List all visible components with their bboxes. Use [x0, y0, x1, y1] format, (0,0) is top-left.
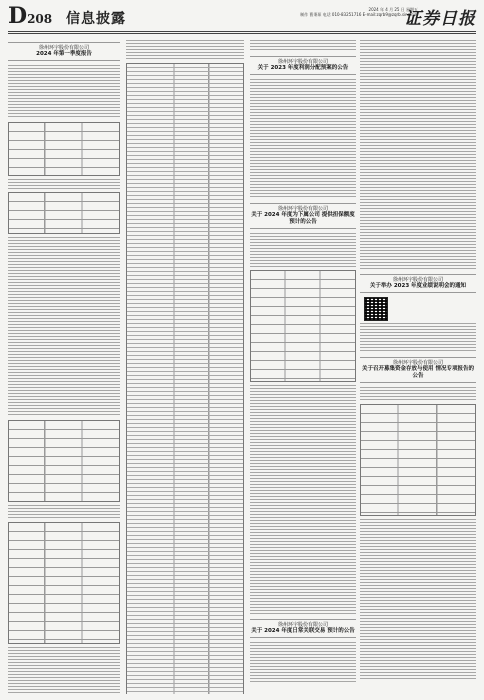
- announcement-heading: 徐州环宇股份有限公司 2024 年第一季度报告: [8, 42, 120, 61]
- announcement-heading: 徐州环宇股份有限公司 关于 2024 年度日常关联交易 预计的公告: [250, 619, 356, 638]
- announcement-heading: 徐州环宇股份有限公司 关于 2023 年度利润分配预案的公告: [250, 56, 356, 75]
- masthead-rule-thin: [8, 33, 476, 34]
- column-2: [126, 38, 244, 694]
- body-text: [360, 387, 476, 401]
- body-text: [126, 40, 244, 60]
- dateline: 2024 年 4 月 25 日 星期五 制作 曹秉琛 电话 010-83251716 E-mail:zqrb9@zqrb.sina.net: [300, 7, 418, 17]
- body-text: [360, 323, 476, 353]
- body-text: [360, 519, 476, 679]
- body-text: [250, 642, 356, 682]
- section-title: 信息披露: [66, 11, 126, 27]
- body-text: [250, 40, 356, 52]
- column-1: [8, 38, 120, 694]
- data-table: [360, 404, 476, 516]
- body-text: [8, 237, 120, 417]
- data-table: [8, 420, 120, 502]
- masthead: [8, 4, 476, 30]
- column-3: [250, 38, 356, 694]
- body-text: [8, 505, 120, 519]
- financial-statement-table: [126, 63, 244, 694]
- announcement-heading: 徐州环宇股份有限公司 关于举办 2023 年度业绩说明会的通知: [360, 274, 476, 293]
- column-4: [360, 38, 476, 694]
- data-table: [8, 522, 120, 644]
- body-text: [250, 385, 356, 615]
- body-text: [8, 647, 120, 694]
- masthead-rule: [8, 31, 476, 32]
- data-table: [250, 270, 356, 382]
- body-text: [8, 179, 120, 189]
- page-number: D208: [8, 3, 53, 29]
- body-text: [8, 65, 120, 119]
- newspaper-logo: 证券日报: [404, 9, 476, 29]
- body-text: [250, 233, 356, 267]
- body-text: [250, 79, 356, 199]
- data-table: [8, 192, 120, 234]
- announcement-heading: 徐州环宇股份有限公司 关于召开募集资金存放与使用 情况专项报告的公告: [360, 357, 476, 383]
- qr-code: [364, 297, 388, 321]
- body-text: [360, 40, 476, 270]
- announcement-heading: 徐州环宇股份有限公司 关于 2024 年度为下属公司 提供担保额度预计的公告: [250, 203, 356, 229]
- data-table: [8, 122, 120, 176]
